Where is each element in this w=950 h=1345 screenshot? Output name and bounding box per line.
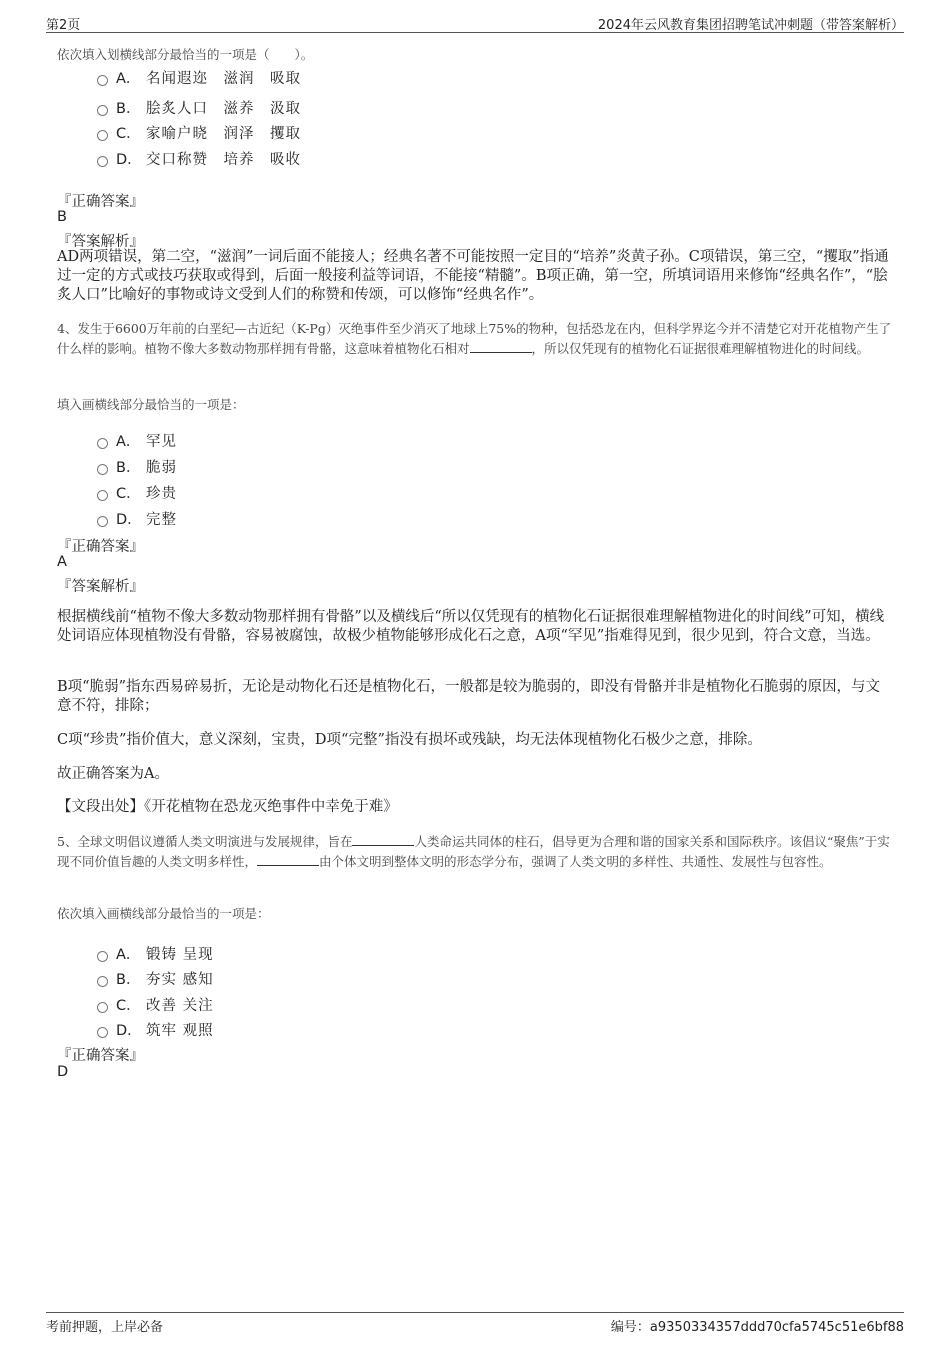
radio-icon[interactable] (97, 464, 108, 475)
q4-question (57, 319, 895, 359)
q5-option-c[interactable] (97, 994, 214, 1015)
q4-source: 【文段出处】《开花植物在恐龙灭绝事件中幸免于难》 (57, 799, 398, 815)
q3-answer-label: 『正确答案』 (57, 194, 144, 210)
option-letter: A． (116, 434, 141, 450)
q5-blank-1 (352, 833, 414, 846)
option-letter: B． (116, 101, 141, 117)
option-letter: B． (116, 460, 141, 476)
radio-icon[interactable] (97, 75, 108, 86)
radio-icon[interactable] (97, 105, 108, 116)
q5-question (57, 832, 895, 872)
document-id: 编号：a9350334357ddd70cfa5745c51e6bf88 (610, 1320, 904, 1335)
q3-option-c[interactable] (97, 122, 301, 143)
page-footer (46, 1312, 904, 1335)
option-letter: D． (116, 512, 142, 528)
footer-slogan: 考前押题，上岸必备 (46, 1320, 164, 1335)
option-letter: A． (116, 71, 141, 87)
q4-analysis-paragraph: 故正确答案为A。 (57, 766, 169, 782)
q5-option-a[interactable] (97, 943, 214, 964)
q4-text-before: 4、发生于6600万年前的白垩纪—古近纪（K-Pg）灭绝事件至少消灭了地球上75%的物种，包括恐龙在内，但科学界迄今并不清楚它对开花植物产生了什么样的影响。植物不像大多数动物那样拥有骨骼，这意味着植物化石相对 (57, 321, 892, 356)
option-letter: D． (116, 1023, 142, 1039)
q3-analysis-label: 『答案解析』 (57, 234, 144, 250)
radio-icon[interactable] (97, 490, 108, 501)
q3-option-a[interactable] (97, 67, 301, 88)
q5-option-d[interactable] (97, 1019, 214, 1040)
radio-icon[interactable] (97, 516, 108, 527)
radio-icon[interactable] (97, 976, 108, 987)
q5-prompt: 依次填入画横线部分最恰当的一项是： (57, 906, 270, 921)
option-letter: C． (116, 126, 141, 142)
q5-text-2: 人类命运共同体的柱石，倡导更为合理和谐的国家关系和国际秩序。该倡议“聚焦”于实现不同价值旨趣的人类文明多样性， (57, 834, 890, 869)
radio-icon[interactable] (97, 130, 108, 141)
radio-icon[interactable] (97, 951, 108, 962)
page-header (46, 0, 904, 33)
option-letter: D． (116, 152, 142, 168)
q5-answer-label: 『正确答案』 (57, 1048, 144, 1064)
q5-blank-2 (257, 853, 319, 866)
q4-answer: A (57, 554, 67, 570)
q4-option-a[interactable] (97, 430, 177, 451)
option-letter: B． (116, 972, 141, 988)
option-text: 脆弱 (146, 460, 177, 476)
option-letter: C． (116, 486, 141, 502)
q3-analysis: AD两项错误，第二空，“滋润”一词后面不能接人；经典名著不可能按照一定目的“培养”炎黄子孙。C项错误，第三空，“攫取”指通过一定的方式或技巧获取或得到，后面一般接利益等词语，不能接“精髓”。B项正确，第一空，所填词语用来修饰“经典名作”，“脍炙人口”比喻好的事物或诗文受到人们的称赞和传颂，可以修饰“经典名作”。 (57, 249, 889, 303)
q4-prompt: 填入画横线部分最恰当的一项是： (57, 397, 245, 412)
radio-icon[interactable] (97, 1027, 108, 1038)
option-text: 脍炙人口 滋养 汲取 (146, 101, 301, 117)
q4-option-d[interactable] (97, 508, 177, 529)
option-text: 家喻户晓 润泽 攫取 (146, 126, 301, 142)
option-text: 筑牢 观照 (146, 1023, 214, 1039)
document-title: 2024年云风教育集团招聘笔试冲刺题（带答案解析） (597, 18, 904, 33)
option-letter: A． (116, 947, 141, 963)
radio-icon[interactable] (97, 438, 108, 449)
q3-prompt: 依次填入划横线部分最恰当的一项是（ ）。 (57, 47, 314, 62)
q5-option-b[interactable] (97, 968, 214, 989)
option-letter: C． (116, 998, 141, 1014)
q4-analysis-label: 『答案解析』 (57, 579, 144, 595)
q3-option-b[interactable] (97, 97, 301, 118)
option-text: 交口称赞 培养 吸收 (146, 152, 301, 168)
radio-icon[interactable] (97, 1002, 108, 1013)
q4-option-c[interactable] (97, 482, 177, 503)
q3-option-d[interactable] (97, 148, 301, 169)
q4-blank (470, 340, 532, 353)
option-text: 夯实 感知 (146, 972, 214, 988)
option-text: 珍贵 (146, 486, 177, 502)
option-text: 完整 (146, 512, 177, 528)
q5-text-3: 由个体文明到整体文明的形态学分布，强调了人类文明的多样性、共通性、发展性与包容性。 (319, 854, 832, 869)
radio-icon[interactable] (97, 156, 108, 167)
q4-option-b[interactable] (97, 456, 177, 477)
q4-text-after: ，所以仅凭现有的植物化石证据很难理解植物进化的时间线。 (531, 341, 870, 356)
q4-analysis-paragraph: 根据横线前“植物不像大多数动物那样拥有骨骼”以及横线后“所以仅凭现有的植物化石证据很难理解植物进化的时间线”可知，横线处词语应体现植物没有骨骼，容易被腐蚀，故极少植物能够形成化石之意，A项“罕见”指难得见到，很少见到，符合文意，当选。 (57, 609, 885, 644)
option-text: 罕见 (146, 434, 177, 450)
q5-answer: D (57, 1064, 69, 1080)
q3-answer: B (57, 209, 67, 225)
q5-text-1: 5、全球文明倡议遵循人类文明演进与发展规律，旨在 (57, 834, 353, 849)
q4-analysis-paragraph: B项“脆弱”指东西易碎易折，无论是动物化石还是植物化石，一般都是较为脆弱的，即没有骨骼并非是植物化石脆弱的原因，与文意不符，排除； (57, 679, 880, 714)
option-text: 锻铸 呈现 (146, 947, 214, 963)
page-number: 第2页 (46, 18, 81, 33)
q4-answer-label: 『正确答案』 (57, 539, 144, 555)
q4-analysis-paragraph: C项“珍贵”指价值大，意义深刻，宝贵，D项“完整”指没有损坏或残缺，均无法体现植物化石极少之意，排除。 (57, 732, 762, 748)
option-text: 名闻遐迩 滋润 吸取 (146, 71, 301, 87)
option-text: 改善 关注 (146, 998, 214, 1014)
